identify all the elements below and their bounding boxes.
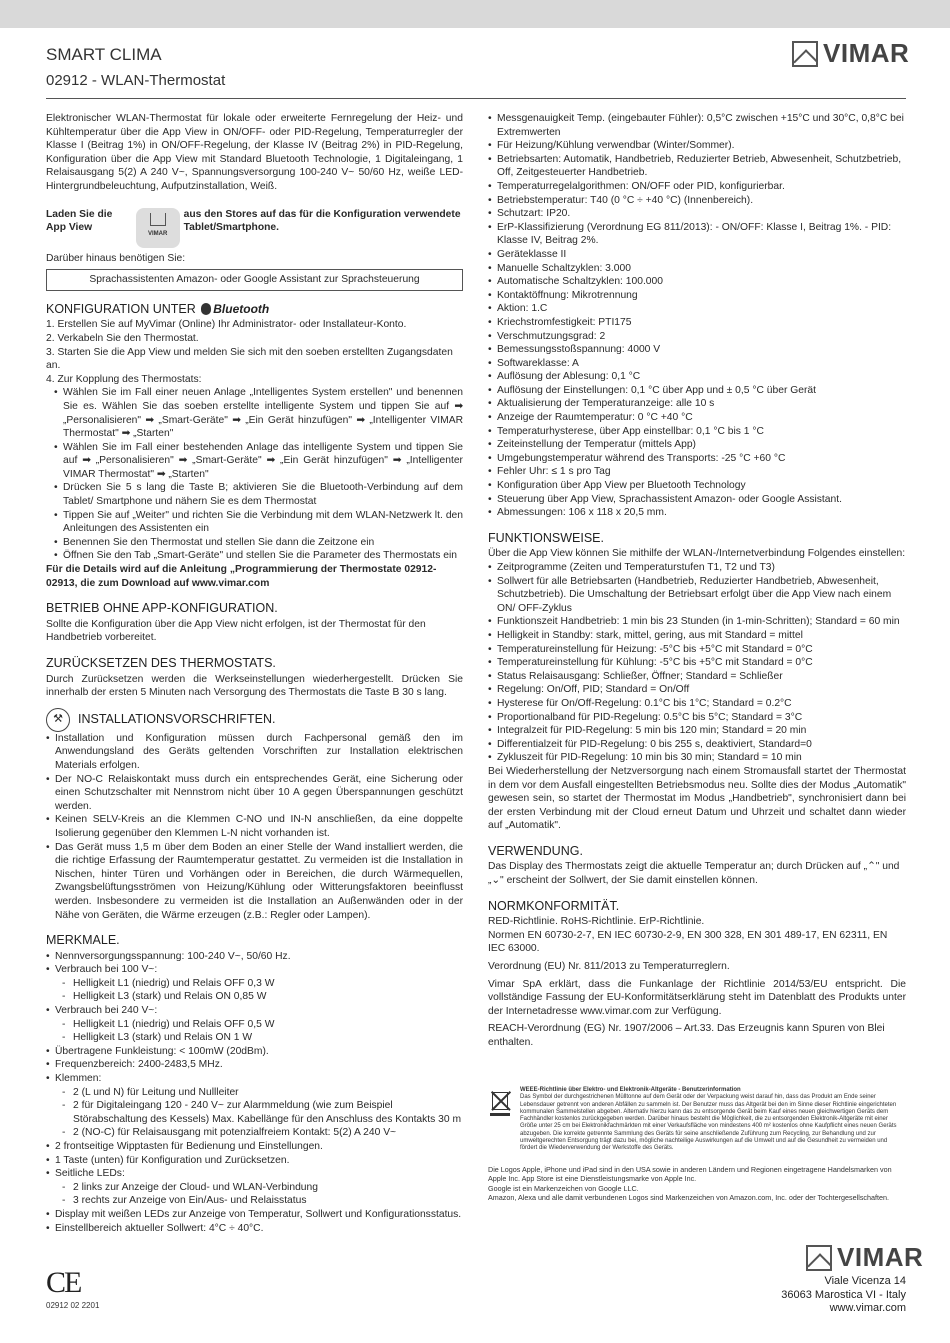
spec-item: • Abmessungen: 106 x 118 x 20,5 mm. [488,506,906,520]
spec-item: • Kontaktöffnung: Mikrotrennung [488,289,906,303]
spec-item: • Betriebstemperatur: T40 (0 °C ÷ +40 °C) (Innenbereich). [488,194,906,208]
function-item: • Temperatureinstellung für Heizung: -5°C bis +5°C mit Standard = 0°C [488,643,906,657]
feature-subitem: - 2 (L und N) für Leitung und Nullleiter [55,1086,463,1100]
feature-sublist [55,977,463,1004]
voice-assistant-box: Sprachassistenten Amazon- oder Google Assistant zur Sprachsteuerung [46,269,463,291]
spec-item: • Fehler Uhr: ≤ 1 s pro Tag [488,465,906,479]
config-details-note: Für die Details wird auf die Anleitung „Programmierung der Thermostate 02912-02913, die zum Download auf www.vimar.com [46,564,437,589]
pairing-bullet: • Öffnen Sie den Tab „Smart-Geräte" und stellen Sie die Parameter des Thermostats ein [54,549,463,563]
config-step: 4. Zur Kopplung des Thermostats: [46,373,202,385]
function-item: • Zykluszeit für PID-Regelung: 10 min bis 30 min; Standard = 10 min [488,751,906,765]
website-link[interactable]: www.vimar.com [829,1302,906,1314]
app-download-text-after: aus den Stores auf das für die Konfiguration verwendete Tablet/Smartphone. [183,208,461,234]
function-heading: FUNKTIONSWEISE. [488,530,604,545]
function-item: • Zeitprogramme (Zeiten und Temperaturstufen T1, T2 und T3) [488,561,906,575]
feature-subitem: - 2 für Digitaleingang 120 - 240 V~ zur Alarmmeldung (wie zum Beispiel Störabschaltung des Kessels) Max. Kabellänge für den Anschluss des Kontakts 30 m [55,1099,463,1126]
conformity-line: Vimar SpA erklärt, dass die Funkanlage der Richtlinie 2014/53/EU entspricht. Die vollständige Fassung der EU-Konformitätserklärung steht im Datenblatt des Produkts unter der Internetadresse www.vimar.com zur Verfügung. [488,978,906,1017]
feature-item: • Verbrauch bei 100 V~: - Helligkeit L1 (niedrig) und Relais OFF 0,3 W - Helligkeit L3 (stark) und Relais ON 0,85 W [46,963,463,1004]
feature-subitem: - 2 (NO-C) für Relaisausgang mit potenzialfreiem Kontakt: 5(2) A 240 V~ [55,1126,463,1140]
spec-item: • Aktion: 1.C [488,302,906,316]
conformity-line: Normen EN 60730-2-7, EN IEC 60730-2-9, EN 300 328, EN 301 489-17, EN 62311, EN IEC 63000. [488,929,888,955]
intro-paragraph: Elektronischer WLAN-Thermostat für lokale oder erweiterte Fernregelung der Heiz- und Kühltemperatur über die App View in ON/OFF- oder PID-Regelung, Temperaturregler der Klasse I (Beitrag 1%) in ON/OFF-Regelung, der Klasse IV (Beitrag 2%) in PID-Regelung, Konfiguration über die App View mit Standard Bluetooth Technologie, 1 Digitaleingang, 1 Relaisausgang 5(2) A 240 V~, Spannungsversorgung 100-240 V~ 50/60 Hz, weiße LED-Hintergrundbeleuchtung, Aufputzinstallation, Weiß. [46,113,463,192]
feature-item: • Nennversorgungsspannung: 100-240 V~, 50/60 Hz. [46,950,463,964]
document-code: 02912 02 2201 [46,1301,100,1310]
spec-item: • Manuelle Schaltzyklen: 3.000 [488,262,906,276]
crossed-bin-icon [488,1087,512,1115]
function-list [488,561,906,765]
feature-subitem: - Helligkeit L1 (niedrig) und Relais OFF 0,5 W [55,1018,463,1032]
installation-heading: INSTALLATIONSVORSCHRIFTEN. [78,711,276,726]
installation-item: • Das Gerät muss 1,5 m über dem Boden an einer Stelle der Wand installiert werden, die die richtige Erfassung der Raumtemperatur gestattet. Zu vermeiden ist die Installation in Nischen, hinter Türen und Vorhängen oder in Bereichen, die durch Wärmequellen, Zwangsbelüftungsströmen von Heizung/Kühlung oder Witterungsfaktoren beeinflusst werden. Insbesondere zu vermeiden ist die Installation an Außenwänden oder in der Nähe von Geräten, die Wärme erzeugen (z.B.: Regler oder Lampen). [46,841,463,923]
config-step: 2. Verkabeln Sie den Thermostat. [46,332,199,344]
installation-item: • Installation und Konfiguration müssen durch Fachpersonal gemäß den im Anwendungsland des Geräts geltenden Vorschriften zur Installation elektrischen Materials erfolgen. [46,732,463,773]
spec-item: • Automatische Schaltzyklen: 100.000 [488,275,906,289]
app-download-row [46,208,463,248]
feature-subitem: - Helligkeit L3 (stark) und Relais ON 0,85 W [55,990,463,1004]
config-step: 1. Erstellen Sie auf MyVimar (Online) Ihr Administrator- oder Installateur-Konto. [46,319,407,331]
app-download-text-before: Laden Sie die App View [46,208,113,234]
config-steps [46,318,463,386]
spec-item: • Temperaturregelalgorithmen: ON/OFF oder PID, konfigurierbar. [488,180,906,194]
spec-item: • Temperaturhysterese, über App einstellbar: 0,1 °C bis 1 °C [488,425,906,439]
trademark-line: Die Logos Apple, iPhone und iPad sind in den USA sowie in anderen Ländern und Regionen eingetragene Handelsmarken von Apple Inc. App Store ist eine Dienstleistungsmarke von Apple Inc. [488,1165,892,1184]
bluetooth-logo: Bluetooth [201,303,269,317]
usage-heading: VERWENDUNG. [488,843,583,858]
spec-item: • Bemessungsstoßspannung: 4000 V [488,343,906,357]
spec-item: • ErP-Klassifizierung (Verordnung EG 811/2013): - ON/OFF: Klasse I, Beitrag 1%. - PID: Klasse IV, Beitrag 2%. [488,221,906,248]
features-list [46,950,463,1235]
function-item: • Differentialzeit für PID-Regelung: 0 bis 255 s, deaktiviert, Standard=0 [488,738,906,752]
spec-item: • Kriechstromfestigkeit: PTI175 [488,316,906,330]
feature-item: • Einstellbereich aktueller Sollwert: 4°C ÷ 40°C. [46,1222,463,1236]
weee-title: WEEE-Richtlinie über Elektro- und Elektronik-Altgeräte - Benutzerinformation [520,1087,741,1093]
conformity-heading: NORMKONFORMITÄT. [488,898,620,913]
installation-item: • Der NO-C Relaiskontakt muss durch ein entsprechendes Gerät, eine Sicherung oder einen Schutzschalter mit Nennstrom nicht über 10 A gegen Überspannungen geschützt werden. [46,773,463,814]
spec-item: • Verschmutzungsgrad: 2 [488,330,906,344]
function-item: • Regelung: On/Off, PID; Standard = On/Off [488,683,906,697]
address-line: Viale Vicenza 14 [824,1275,906,1287]
installer-warning-icon: ⚒ [46,708,70,732]
footer-vimar-logo: VIMAR [806,1242,923,1273]
top-gray-band [0,0,950,28]
spec-item: • Auflösung der Ablesung: 0,1 °C [488,370,906,384]
no-config-text: Sollte die Konfiguration über die App View nicht erfolgen, ist der Thermostat für den Handbetrieb vorbereitet. [46,618,426,644]
conformity-line: REACH-Verordnung (EG) Nr. 1907/2006 – Art.33. Das Erzeugnis kann Spuren von Blei enthalten. [488,1023,885,1048]
specs-list [488,112,906,520]
function-item: • Hysterese für On/Off-Regelung: 0.1°C bis 1°C; Standard = 0.2°C [488,697,906,711]
weee-notice [488,1087,906,1153]
pairing-bullet: • Tippen Sie auf „Weiter" und richten Sie die Verbindung mit dem WLAN-Netzwerk lt. den Anleitungen des Assistenten ein [54,509,463,536]
spec-item: • Steuerung über App View, Sprachassistent Amazon- oder Google Assistant. [488,493,906,507]
pairing-bullet: • Wählen Sie im Fall einer neuen Anlage „Intelligentes System erstellen" und benennen Sie es. Wählen Sie das soeben erstellte intelligente System und tippen Sie auf ➡ „Personalisieren" ➡ „Smart-Geräte" ➡ „Ein Gerät hinzufügen" ➡ „Intelligenter VIMAR Thermostat" ➡ „Starten" [54,386,463,440]
feature-item: • 2 frontseitige Wipptasten für Bedienung und Einstellungen. [46,1140,463,1154]
app-view-icon: VIMAR [136,208,180,248]
feature-sublist [55,1181,463,1208]
weee-text: Das Symbol der durchgestrichenen Mülltonne auf dem Gerät oder der Verpackung weist darauf hin, dass das Produkt am Ende seiner Lebensdauer getrennt von anderen Abfällen zu sammeln ist. Der Benutzer muss das Altgerät bei den im Sinne dieser Richtlinie eingerichteten kommunalen Sammelstellen abgeben. Alternativ hierzu kann das zu entsorgende Gerät beim Kauf eines neuen gleichwertigen Geräts dem Fachhändler kostenlos zurückgegeben werden. Darüber hinaus besteht die Möglichkeit, die zu entsorgenden Elektronik-Altgeräte mit einer Größe unter 25 cm bei Elektronikfachmärkten mit einer Verkaufsfläche von mindestens 400 m² kostenlos ohne Kaufpflicht eines neuen Geräts abzugeben. Die korrekte getrennte Sammlung des Geräts für seine anschließende Zuführung zum Recycling, zur Behandlung und zur umweltgerechten Entsorgung trägt dazu bei, mögliche nachteilige Auswirkungen auf die Umwelt und auf die Gesundheit zu vermeiden und fördert die Wiederverwendung der Werkstoffe des Geräts. [520,1094,897,1152]
config-step: 3. Starten Sie die App View und melden Sie sich mit den soeben erstellten Zugangsdaten an. [46,346,453,372]
features-heading: MERKMALE. [46,933,120,948]
spec-item: • Anzeige der Raumtemperatur: 0 °C +40 °C [488,411,906,425]
spec-item: • Umgebungstemperatur während des Transports: -25 °C +60 °C [488,452,906,466]
function-item: • Temperatureinstellung für Kühlung: -5°C bis +5°C mit Standard = 0°C [488,656,906,670]
company-address [781,1275,906,1316]
installation-list [46,732,463,922]
installation-heading-row [46,708,463,732]
feature-item: • Verbrauch bei 240 V~: - Helligkeit L1 (niedrig) und Relais OFF 0,5 W - Helligkeit L3 (stark) und Relais ON 1 W [46,1004,463,1045]
product-model-title: 02912 - WLAN-Thermostat [46,72,226,89]
function-item: • Proportionalband für PID-Regelung: 0.5°C bis 5°C; Standard = 3°C [488,711,906,725]
trademark-notes [488,1165,906,1202]
address-line: 36063 Marostica VI - Italy [781,1288,906,1301]
function-intro: Über die App View können Sie mithilfe der WLAN-/Internetverbindung Folgendes einstellen: [488,548,906,560]
feature-sublist [55,1086,463,1140]
right-column [488,112,906,1050]
trademark-line: Google ist ein Markenzeichen von Google LLC. [488,1183,639,1193]
pairing-bullet: • Benennen Sie den Thermostat und stellen Sie dann die Zeitzone ein [54,536,463,550]
also-need-text: Darüber hinaus benötigen Sie: [46,252,186,264]
function-item: • Integralzeit für PID-Regelung: 5 min bis 120 min; Standard = 20 min [488,724,906,738]
product-series-title: SMART CLIMA [46,45,162,64]
spec-item: • Betriebsarten: Automatik, Handbetrieb, Reduzierter Betrieb, Abwesenheit, Schutzbetrieb, Off, Zeitgesteuerter Handbetrieb. [488,153,906,180]
feature-sublist [55,1018,463,1045]
house-icon [150,213,166,226]
header-divider [46,98,906,99]
spec-item: • Messgenauigkeit Temp. (eingebauter Fühler): 0,5°C zwischen +15°C und 30°C, 0,8°C bei Extremwerten [488,112,906,139]
vimar-logo-mark-icon [792,41,818,67]
feature-item: • Klemmen: - 2 (L und N) für Leitung und Nullleiter - 2 für Digitaleingang 120 - 240 V~ zur Alarmmeldung (wie zum Beispiel Störabschaltung des Kessels) Max. Kabellänge für den Anschluss des Kontakts 30 m - 2 (NO-C) für Relaisausgang mit potenzialfreiem Kontakt: 5(2) A 240 V~ [46,1072,463,1140]
spec-item: • Für Heizung/Kühlung verwendbar (Winter/Sommer). [488,139,906,153]
feature-subitem: - Helligkeit L3 (stark) und Relais ON 1 W [55,1031,463,1045]
feature-item: • Display mit weißen LEDs zur Anzeige von Temperatur, Sollwert und Konfigurationsstatus. [46,1208,463,1222]
installation-item: • Keinen SELV-Kreis an die Klemmen C-NO und IN-N anschließen, da eine doppelte Isolierung gegenüber den Klemmen L-N nicht vorhanden ist. [46,813,463,840]
ce-mark: CE [46,1266,81,1299]
function-item: • Helligkeit in Standby: stark, mittel, gering, aus mit Standard = mittel [488,629,906,643]
feature-subitem: - Helligkeit L1 (niedrig) und Relais OFF 0,3 W [55,977,463,991]
function-item: • Sollwert für alle Betriebsarten (Handbetrieb, Reduzierter Handbetrieb, Abwesenheit, Schutzbetrieb). Die Umschaltung der Betriebsart erfolgt über die App View nach einem ON/ OFF-Zyklus [488,575,906,616]
vimar-logo-mark-icon [806,1245,832,1271]
spec-item: • Konfiguration über App View per Bluetooth Technology [488,479,906,493]
function-item: • Status Relaisausgang: Schließer, Öffner; Standard = Schließer [488,670,906,684]
feature-subitem: - 2 links zur Anzeige der Cloud- und WLAN-Verbindung [55,1181,463,1195]
usage-text: Das Display des Thermostats zeigt die aktuelle Temperatur an; durch Drücken auf „⌃" und „⌄" erscheint der Sollwert, der Sie damit einstellen können. [488,861,900,887]
spec-item: • Zeiteinstellung der Temperatur (mittels App) [488,438,906,452]
pairing-bullets [54,386,463,563]
feature-item: • Übertragene Funkleistung: < 100mW (20dBm). [46,1045,463,1059]
reset-text: Durch Zurücksetzen werden die Werkseinstellungen wiederhergestellt. Drücken Sie innerhalb der ersten 5 Minuten nach Versorgung des Thermostats die Taste B 30 s lang. [46,673,463,699]
feature-item: • Seitliche LEDs: - 2 links zur Anzeige der Cloud- und WLAN-Verbindung - 3 rechts zur Anzeige von Ein/Aus- und Relaisstatus [46,1167,463,1208]
spec-item: • Auflösung der Einstellungen: 0,1 °C über App und ± 0,5 °C über Gerät [488,384,906,398]
no-config-heading: BETRIEB OHNE APP-KONFIGURATION. [46,601,278,616]
function-item: • Funktionszeit Handbetrieb: 1 min bis 23 Stunden (in 1-min-Schritten); Standard = 60 min [488,615,906,629]
reset-heading: ZURÜCKSETZEN DES THERMOSTATS. [46,656,276,670]
config-heading: KONFIGURATION UNTER Bluetooth [46,301,270,316]
feature-item: • Frequenzbereich: 2400-2483,5 MHz. [46,1058,463,1072]
spec-item: • Aktualisierung der Temperaturanzeige: alle 10 s [488,397,906,411]
conformity-line: Verordnung (EU) Nr. 811/2013 zu Temperaturreglern. [488,961,730,973]
bluetooth-icon [201,303,211,315]
function-outro: Bei Wiederherstellung der Netzversorgung nach einem Stromausfall startet der Thermostat in dem vor dem Ausfall eingestellten Betriebsmodus neu. Sollte dies der Modus „Automatik" gewesen sein, so startet der Thermostat im Modus „Handbetrieb", synchronisiert dann bei der ersten Verbindung mit der Cloud erneut Datum und Uhrzeit und schaltet dann wieder auf „Automatik". [488,765,906,832]
spec-item: • Geräteklasse II [488,248,906,262]
vimar-logo: VIMAR [792,38,909,69]
conformity-line: RED-Richtlinie. RoHS-Richtlinie. ErP-Richtlinie. [488,916,705,928]
spec-item: • Schutzart: IP20. [488,207,906,221]
pairing-bullet: • Drücken Sie 5 s lang die Taste B; aktivieren Sie die Bluetooth-Verbindung auf dem Tablet/ Smartphone und nähern Sie es dem Thermostat [54,481,463,508]
trademark-line: Amazon, Alexa und alle damit verbundenen Logos sind Markenzeichen von Amazon.com, Inc. oder der Tochtergesellschaften. [488,1192,890,1202]
feature-item: • 1 Taste (unten) für Konfiguration und Zurücksetzen. [46,1154,463,1168]
spec-item: • Softwareklasse: A [488,357,906,371]
pairing-bullet: • Wählen Sie im Fall einer bestehenden Anlage das intelligente System und tippen Sie auf ➡ „Personalisieren" ➡ „Smart-Geräte" ➡ „Ein Gerät hinzufügen" ➡ „Intelligenter VIMAR Thermostat" ➡ „Starten" [54,441,463,482]
left-column [46,112,463,1235]
feature-subitem: - 3 rechts zur Anzeige von Ein/Aus- und Relaisstatus [55,1194,463,1208]
